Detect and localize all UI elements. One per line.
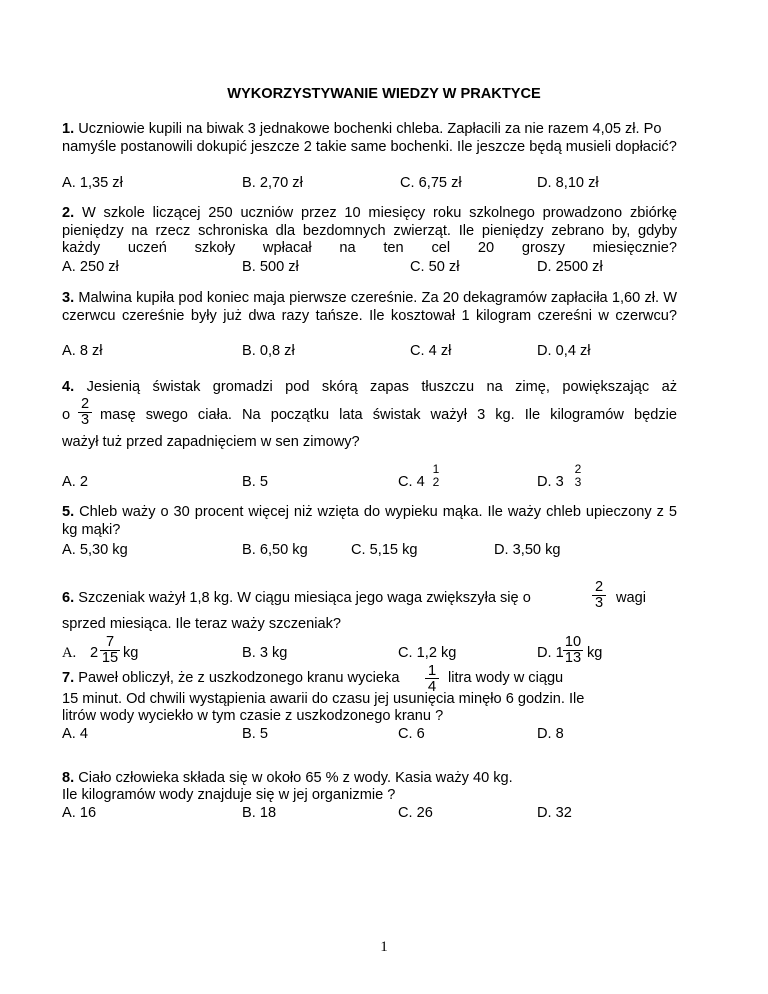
q3-option-d: D. 0,4 zł [537,343,591,359]
question-8-line-2: Ile kilogramów wody znajduje się w jej organizmie ? [62,787,396,803]
question-2 [62,205,677,258]
question-text: Paweł obliczył, że z uszkodzonego kranu wycieka [78,670,400,686]
fraction-numerator: 2 [574,462,582,476]
q4-option-c-fraction [430,463,442,488]
question-text: Chleb waży o 30 procent więcej niż wzięta do wypieku mąka. Ile waży chleb upieczony z 5 kg mąki? [62,504,677,538]
question-number: 4. [62,379,75,395]
q7-option-c: C. 6 [398,726,425,742]
question-text: Szczeniak ważył 1,8 kg. W ciągu miesiąca jego waga zwiększyła się o [78,590,531,606]
question-7-line-3: litrów wody wyciekło w tym czasie z uszkodzonego kranu ? [62,708,444,724]
question-text: Ciało człowieka składa się w około 65 % z wody. Kasia waży 40 kg. [78,770,513,786]
question-8-line-1 [62,770,513,787]
fraction-numerator: 10 [564,634,582,650]
page-title: WYKORZYSTYWANIE WIEDZY W PRAKTYCE [227,86,541,102]
q6-option-c: C. 1,2 kg [398,645,457,661]
question-4-line-2: masę swego ciała. Na początku lata świstak ważył 3 kg. Ile kilogramów będzie [100,407,677,423]
q1-option-a: A. 1,35 zł [62,175,123,191]
question-number: 2. [62,205,75,221]
fraction-denominator: 3 [80,411,90,428]
fraction-numerator: 1 [432,462,440,476]
fraction-denominator: 4 [427,678,437,695]
question-7-suffix: litra wody w ciągu [448,670,564,686]
q8-option-d: D. 32 [537,805,572,821]
fraction-two-thirds [592,580,606,610]
q4-option-d-fraction [572,463,584,488]
fraction-one-quarter [425,663,439,694]
q6-option-d-label: D. 1 [537,645,564,661]
q7-option-a: A. 4 [62,726,88,742]
q7-option-b: B. 5 [242,726,268,742]
fraction-numerator: 2 [594,579,604,595]
question-4-line-1 [62,379,677,397]
question-number: 5. [62,504,75,520]
q2-option-b: B. 500 zł [242,259,299,275]
question-7-line-1 [62,670,399,687]
q8-option-c: C. 26 [398,805,433,821]
q3-option-b: B. 0,8 zł [242,343,295,359]
q2-option-c: C. 50 zł [410,259,460,275]
fraction-denominator: 2 [432,475,440,489]
q3-option-a: A. 8 zł [62,343,103,359]
question-6-suffix: wagi [616,590,647,606]
q4-option-a: A. 2 [62,474,88,490]
fraction-numerator: 7 [105,634,115,650]
question-6-line-2: sprzed miesiąca. Ile teraz waży szczeniak? [62,616,342,632]
fraction-numerator: 2 [80,396,90,412]
q5-option-a: A. 5,30 kg [62,542,128,558]
question-7-line-2: 15 minut. Od chwili wystąpienia awarii do czasu jej usunięcia minęło 6 godzin. Ile [62,691,585,707]
fraction-denominator: 15 [101,649,119,666]
q3-option-c: C. 4 zł [410,343,452,359]
q8-option-b: B. 18 [242,805,277,821]
q5-option-c: C. 5,15 kg [351,542,418,558]
q6-option-d-fraction [563,635,583,665]
q2-option-d: D. 2500 zł [537,259,603,275]
q4-option-b: B. 5 [242,474,268,490]
q1-option-d: D. 8,10 zł [537,175,599,191]
question-number: 8. [62,770,75,786]
question-text: Malwina kupiła pod koniec maja pierwsze czereśnie. Za 20 dekagramów zapłaciła 1,60 zł. W czerwcu czereśnie były już dwa razy tańsze. Ile kosztował 1 kilogram czereśni w czerwcu? [62,290,677,324]
question-5 [62,504,677,539]
question-text: W szkole liczącej 250 uczniów przez 10 miesięcy roku szkolnego prowadzono zbiórkę pieniędzy na rzecz schroniska dla bezdomnych zwierząt. Ile pieniędzy zebrano by, gdyby każdy uczeń szkoły wpłacał na ten cel 20 groszy miesięcznie? [62,205,677,256]
question-number: 3. [62,290,75,306]
question-number: 6. [62,590,75,606]
question-6-line-1 [62,590,531,607]
question-number: 7. [62,670,75,686]
q2-option-a: A. 250 zł [62,259,119,275]
question-text: Jesienią świstak gromadzi pod skórą zapas tłuszczu na zimę, powiększając aż [86,379,677,395]
q1-option-c: C. 6,75 zł [400,175,462,191]
q6-option-a-whole: 2 [90,645,99,661]
q7-option-d: D. 8 [537,726,564,742]
q6-option-a-fraction [100,635,120,665]
fraction-two-thirds [78,397,92,427]
q6-option-b: B. 3 kg [242,645,288,661]
question-text: Uczniowie kupili na biwak 3 jednakowe bochenki chleba. Zapłacili za nie razem 4,05 zł. Po namyśle postanowili dokupić jeszcze 2 takie same bochenki. Ile jeszcze będą musieli dopłacić? [62,121,677,155]
q4-option-c: C. 4 [398,474,425,490]
fraction-denominator: 13 [564,649,582,666]
page-number: 1 [380,939,388,955]
fraction-numerator: 1 [427,662,437,679]
q6-option-a-label: A. [62,645,77,661]
q5-option-b: B. 6,50 kg [242,542,308,558]
q8-option-a: A. 16 [62,805,97,821]
q4-option-d: D. 3 [537,474,564,490]
question-1 [62,121,677,156]
q5-option-d: D. 3,50 kg [494,542,561,558]
fraction-denominator: 3 [574,475,582,489]
question-3 [62,290,677,325]
q1-option-b: B. 2,70 zł [242,175,303,191]
question-4-line-3: ważył tuż przed zapadnięciem w sen zimowy? [62,434,360,450]
question-number: 1. [62,121,75,137]
question-4-prefix: o [62,407,71,423]
q6-option-d-unit: kg [587,645,603,661]
fraction-denominator: 3 [594,594,604,611]
q6-option-a-unit: kg [123,645,139,661]
